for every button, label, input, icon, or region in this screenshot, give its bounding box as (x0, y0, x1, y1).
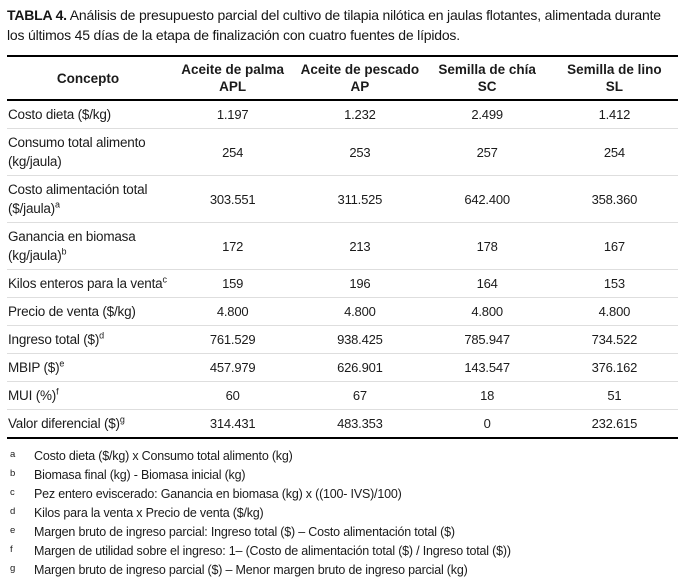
footnote-marker: a (10, 449, 16, 460)
value-cell: 761.529 (209, 332, 256, 347)
value-cell: 254 (222, 144, 244, 160)
footnote-ref: c (162, 274, 167, 285)
table-row (7, 353, 678, 381)
value-cell: 311.525 (337, 191, 383, 207)
value-cell: 143.547 (464, 360, 510, 375)
concept-cell (7, 223, 169, 269)
concept-label: Consumo total alimento (kg/jaula) (8, 135, 146, 169)
footnote-text: Biomasa final (kg) - Biomasa inicial (kg) (34, 468, 246, 482)
value-cell: 196 (349, 276, 371, 291)
footnote (7, 485, 678, 504)
footnote-text: Margen bruto de ingreso parcial ($) – Menor margen bruto de ingreso parcial (kg) (34, 563, 468, 577)
footnote (7, 561, 678, 580)
column-header-apl (169, 57, 296, 99)
footnote-ref: d (99, 330, 104, 341)
footnote-marker: e (10, 525, 16, 536)
column-header-ap (296, 57, 423, 99)
value-cell: 253 (349, 144, 371, 160)
footnote-ref: g (119, 414, 125, 425)
table-caption (7, 5, 678, 45)
value-cell: 358.360 (591, 191, 638, 207)
concept-label: Ingreso total ($) (8, 332, 100, 347)
concept-cell (7, 176, 169, 222)
column-name: Aceite de palma (181, 62, 285, 77)
column-header-concepto: Concepto (56, 70, 120, 86)
column-abbr: SC (477, 79, 497, 94)
concept-cell (7, 101, 169, 128)
value-cell: 167 (603, 238, 625, 254)
concept-cell (7, 270, 169, 297)
concept-label: Costo alimentación total ($/jaula) (8, 182, 148, 216)
column-name: Semilla de chía (438, 62, 536, 77)
value-cell: 0 (483, 416, 491, 431)
concept-label: Ganancia en biomasa (kg/jaula) (8, 229, 136, 263)
value-cell: 153 (603, 276, 625, 291)
value-cell: 303.551 (209, 191, 256, 207)
concept-cell (7, 354, 169, 381)
concept-cell (7, 298, 169, 325)
table-row (7, 222, 678, 269)
footnote (7, 523, 678, 542)
value-cell: 67 (352, 388, 367, 403)
footnote-text: Kilos para la venta x Precio de venta ($/kg) (34, 506, 264, 520)
table-body (7, 101, 678, 437)
footnote-ref: f (56, 386, 59, 397)
value-cell: 4.800 (344, 304, 376, 319)
value-cell: 51 (607, 388, 622, 403)
column-abbr: SL (605, 79, 623, 94)
value-cell: 1.412 (598, 107, 631, 122)
value-cell: 734.522 (591, 332, 638, 347)
concept-label: Valor diferencial ($) (8, 416, 120, 431)
footnote-marker: d (10, 506, 16, 517)
value-cell: 642.400 (464, 191, 510, 207)
partial-budget-table (7, 55, 678, 439)
value-cell: 314.431 (209, 416, 256, 431)
value-cell: 4.800 (471, 304, 503, 319)
column-header-sl (551, 57, 678, 99)
column-header-sc (424, 57, 551, 99)
table-row (7, 297, 678, 325)
value-cell: 1.232 (344, 107, 376, 122)
value-cell: 213 (349, 238, 371, 254)
concept-label: Precio de venta ($/kg) (8, 304, 136, 319)
column-abbr: AP (350, 79, 370, 94)
column-name: Semilla de lino (567, 62, 662, 77)
footnote (7, 447, 678, 466)
table-row (7, 269, 678, 297)
value-cell: 376.162 (591, 360, 638, 375)
table-row (7, 128, 678, 175)
table-header-row (7, 57, 678, 101)
table-row (7, 381, 678, 409)
footnote-text: Margen bruto de ingreso parcial: Ingreso total ($) – Costo alimentación total ($) (34, 525, 455, 539)
concept-label: MUI (%) (8, 388, 57, 403)
table-row (7, 101, 678, 128)
footnote-marker: c (10, 487, 15, 498)
concept-cell (7, 410, 169, 437)
value-cell: 159 (222, 276, 244, 291)
footnote-text: Margen de utilidad sobre el ingreso: 1– (Costo de alimentación total ($) / Ingreso total ($)) (34, 544, 511, 558)
footnote-marker: g (10, 563, 16, 574)
footnote-marker: f (10, 544, 13, 555)
value-cell: 164 (476, 276, 498, 291)
table-row (7, 325, 678, 353)
value-cell: 457.979 (209, 360, 256, 375)
concept-label: Kilos enteros para la venta (8, 276, 163, 291)
concept-label: Costo dieta ($/kg) (8, 107, 111, 122)
table-caption-label: TABLA 4. (7, 7, 67, 23)
concept-cell (7, 129, 169, 175)
value-cell: 60 (225, 388, 240, 403)
value-cell: 483.353 (337, 416, 383, 431)
value-cell: 178 (476, 238, 498, 254)
value-cell: 1.197 (216, 107, 249, 122)
value-cell: 18 (480, 388, 495, 403)
footnote (7, 542, 678, 561)
footnote-text: Pez entero eviscerado: Ganancia en biomasa (kg) x ((100- IVS)/100) (34, 487, 402, 501)
value-cell: 257 (476, 144, 498, 160)
footnote-ref: a (54, 199, 60, 210)
table-row (7, 175, 678, 222)
footnotes (7, 447, 678, 580)
footnote-ref: e (59, 358, 65, 369)
value-cell: 254 (603, 144, 625, 160)
column-name: Aceite de pescado (300, 62, 420, 77)
footnote-marker: b (10, 468, 16, 479)
table-row (7, 409, 678, 437)
footnote-ref: b (61, 246, 67, 257)
footnote (7, 466, 678, 485)
footnote (7, 504, 678, 523)
value-cell: 172 (222, 238, 244, 254)
value-cell: 626.901 (337, 360, 383, 375)
value-cell: 785.947 (464, 332, 510, 347)
footnote-text: Costo dieta ($/kg) x Consumo total alimento (kg) (34, 449, 293, 463)
table-caption-text: Análisis de presupuesto parcial del cultivo de tilapia nilótica en jaulas flotantes, alimentada durante los últimos 45 días de la etapa de finalización con cuatro fuentes de lípidos. (7, 7, 661, 43)
concept-label: MBIP ($) (8, 360, 60, 375)
concept-cell (7, 382, 169, 409)
column-abbr: APL (219, 79, 247, 94)
value-cell: 2.499 (471, 107, 503, 122)
value-cell: 232.615 (591, 416, 638, 431)
value-cell: 938.425 (337, 332, 383, 347)
value-cell: 4.800 (598, 304, 631, 319)
concept-cell (7, 326, 169, 353)
value-cell: 4.800 (216, 304, 249, 319)
